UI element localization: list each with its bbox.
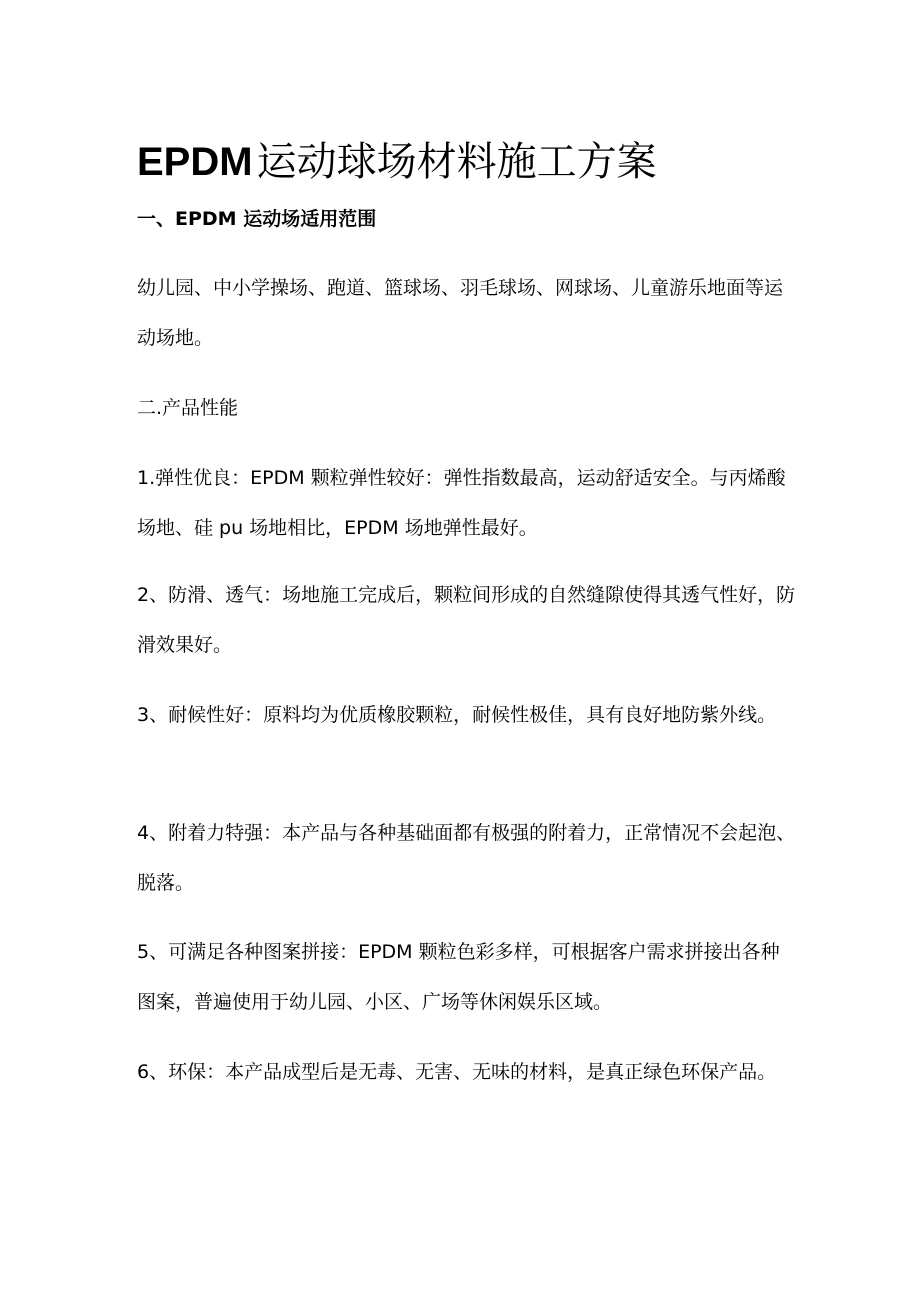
performance-item-5: 5、可满足各种图案拼接：EPDM 颗粒色彩多样，可根据客户需求拼接出各种图案，普遍使用于幼儿园、小区、广场等休闲娱乐区域。	[137, 941, 780, 1013]
document-title	[137, 138, 657, 186]
document-title-latin: EPDM	[137, 140, 253, 184]
section-heading-scope: 一、EPDM 运动场适用范围	[137, 208, 377, 230]
performance-item-3: 3、耐候性好：原料均为优质橡胶颗粒，耐候性极佳，具有良好地防紫外线。	[137, 704, 777, 726]
document-title-cjk: 运动球场材料施工方案	[256, 139, 657, 185]
performance-item-1: 1.弹性优良：EPDM 颗粒弹性较好：弹性指数最高，运动舒适安全。与丙烯酸场地、硅 pu 场地相比，EPDM 场地弹性最好。	[137, 467, 786, 539]
scope-paragraph: 幼儿园、中小学操场、跑道、篮球场、羽毛球场、网球场、儿童游乐地面等运动场地。	[137, 277, 784, 349]
performance-item-6: 6、环保：本产品成型后是无毒、无害、无味的材料，是真正绿色环保产品。	[137, 1061, 777, 1083]
section-heading-performance: 二.产品性能	[137, 397, 239, 419]
performance-item-2: 2、防滑、透气：场地施工完成后，颗粒间形成的自然缝隙使得其透气性好，防滑效果好。	[137, 584, 796, 656]
performance-item-4: 4、附着力特强：本产品与各种基础面都有极强的附着力，正常情况不会起泡、脱落。	[137, 822, 796, 894]
